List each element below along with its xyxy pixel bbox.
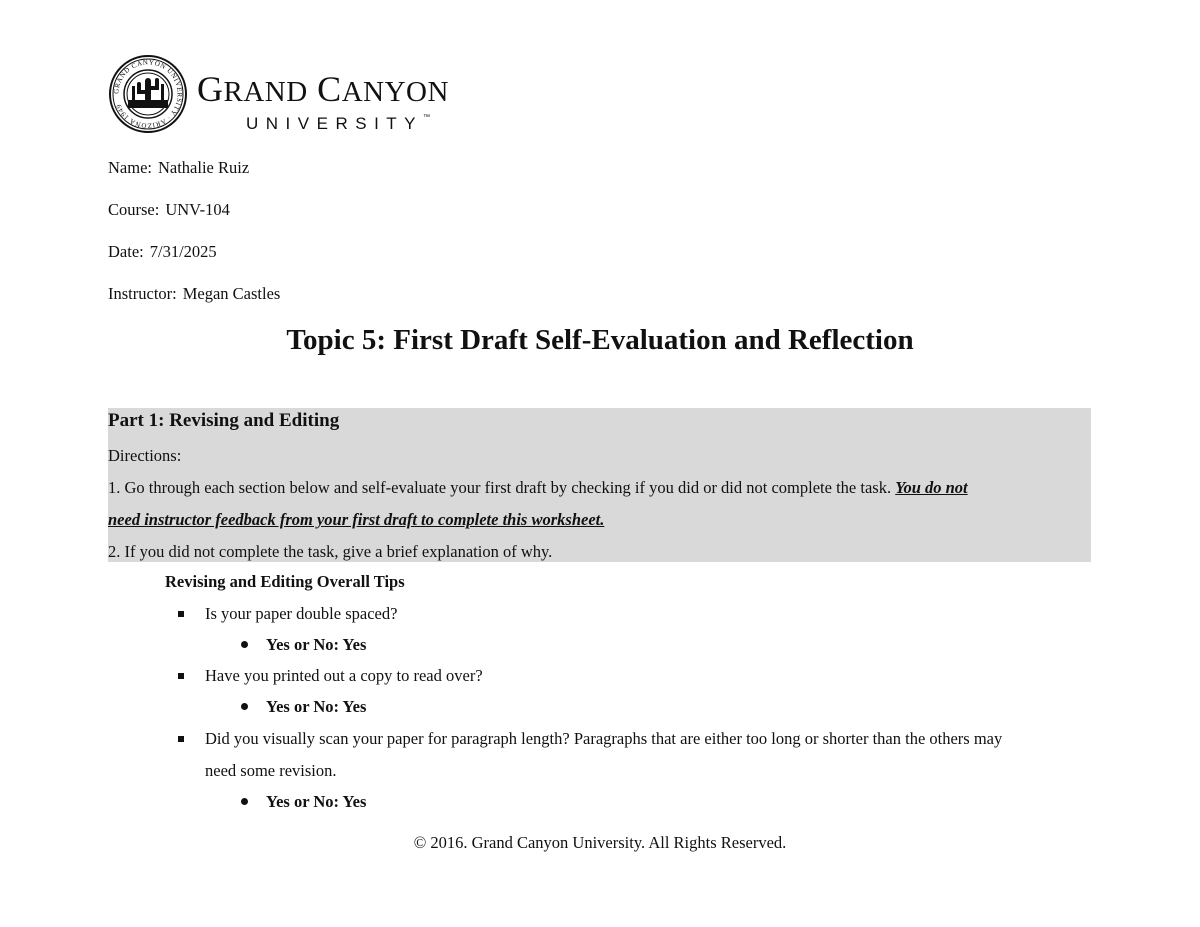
directions-step-1-cont: need instructor feedback from your first draft to complete this worksheet. [108,510,605,529]
course-line [108,200,230,220]
tip-question: Have you printed out a copy to read over? [205,666,483,685]
emphasis-note: You do not [895,478,968,497]
tip-answer: Yes or No: Yes [266,635,367,654]
tip-answer: Yes or No: Yes [266,792,367,811]
directions-label: Directions: [108,446,182,465]
logo-subtitle: UNIVERSITY™ [246,114,431,133]
round-bullet-icon [241,798,248,805]
university-seal-icon [108,54,188,134]
round-bullet-icon [241,703,248,710]
date-line [108,242,217,262]
square-bullet-icon [178,673,184,679]
student-name-line [108,158,249,178]
tips-heading: Revising and Editing Overall Tips [165,572,405,591]
square-bullet-icon [178,611,184,617]
square-bullet-icon [178,736,184,742]
course-value: UNV-104 [165,200,230,219]
instructor-line [108,284,280,304]
tip-question: Did you visually scan your paper for paragraph length? Paragraphs that are either too long or shorter than the others may [205,729,1003,748]
svg-text:GRAND CANYON UNIVERSITY · ARIZ: GRAND CANYON UNIVERSITY · ARIZONA 1949 [112,58,184,130]
logo-wordmark: GRAND CANYON [197,69,449,109]
directions-step-1: 1. Go through each section below and self-evaluate your first draft by checking if you did or did not complete the task. You do not [108,478,968,497]
tip-question-cont: need some revision. [205,761,337,780]
directions-step-2: 2. If you did not complete the task, give a brief explanation of why. [108,542,553,561]
university-logo [108,54,488,138]
tip-question: Is your paper double spaced? [205,604,398,623]
part1-heading: Part 1: Revising and Editing [108,410,340,431]
round-bullet-icon [241,641,248,648]
instructor-value: Megan Castles [182,284,281,303]
name-label: Name: [108,158,152,177]
date-label: Date: [108,242,144,261]
instructor-label: Instructor: [108,284,177,303]
date-value: 7/31/2025 [149,242,217,261]
course-label: Course: [108,200,160,219]
name-value: Nathalie Ruiz [157,158,250,177]
page-title: Topic 5: First Draft Self-Evaluation and Reflection [286,324,914,356]
copyright-footer: © 2016. Grand Canyon University. All Rights Reserved. [413,833,787,852]
tip-answer: Yes or No: Yes [266,697,367,716]
